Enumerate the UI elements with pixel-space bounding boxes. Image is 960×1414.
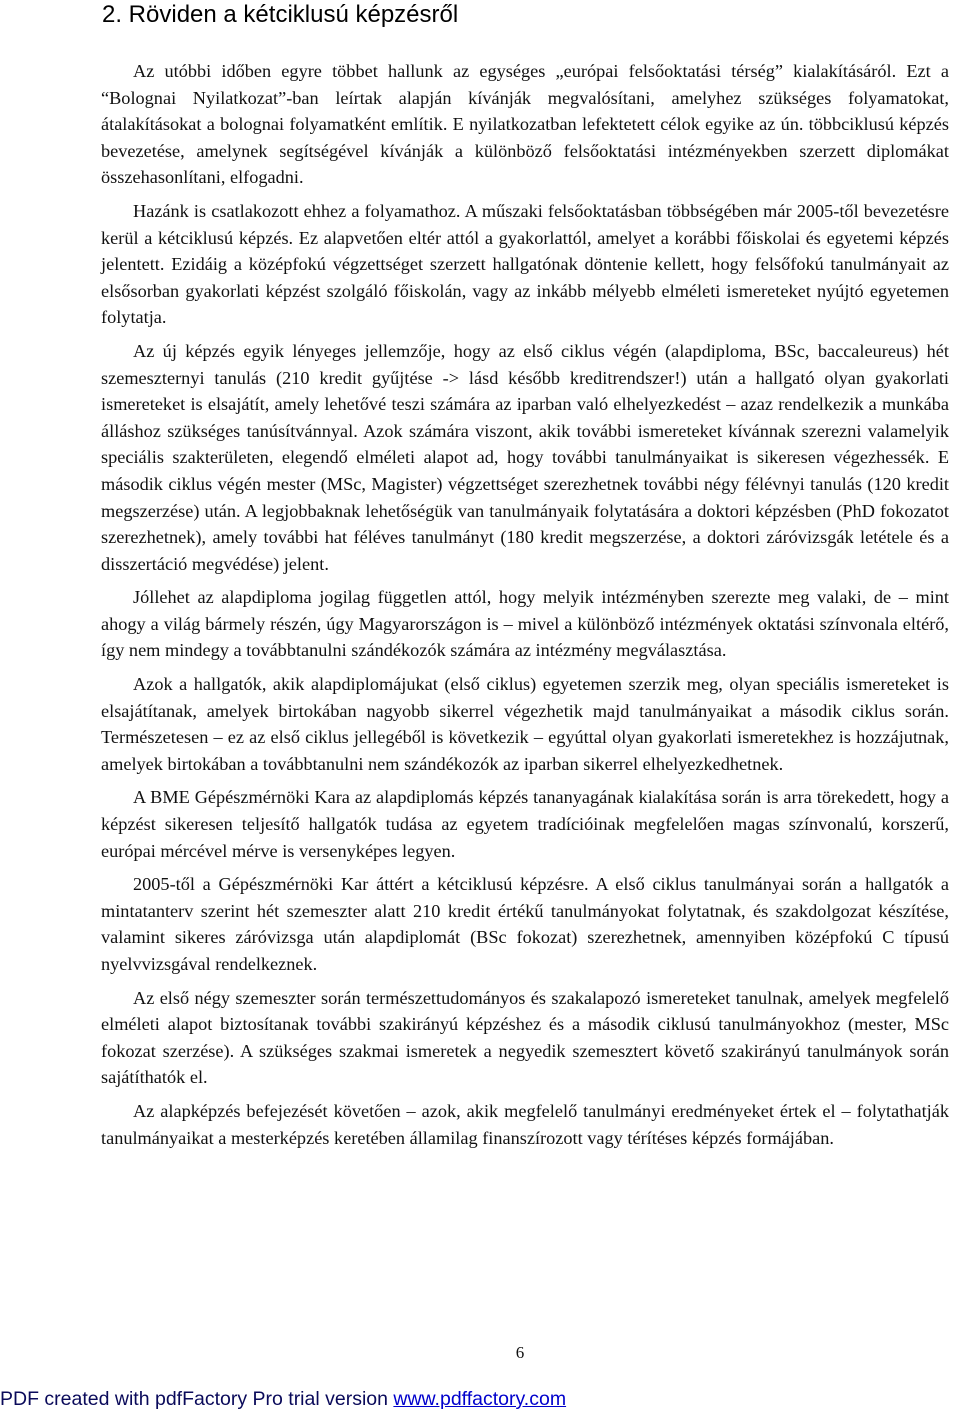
paragraph: Jóllehet az alapdiploma jogilag független attól, hogy melyik intézményben szerezte meg valaki, de – mint ahogy a világ bármely részén, úgy Magyarországon is – mivel a különböző intézmények oktatási színvonala eltérő, így nem mindegy a továbbtanulni szándékozók számára az intézmény megválasztása. (101, 587, 949, 661)
paragraph: Az új képzés egyik lényeges jellemzője, hogy az első ciklus végén (alapdiploma, BSc, baccaleureus) hét szemeszternyi tanulás (210 kredit gyűjtése -> lásd később kreditrendszer!) után a hallgató olyan gyakorlati ismereteket is elsajátít, amely lehetővé teszi számára az iparban való elhelyezkedést – azaz rendelkezik a munkába álláshoz szükséges tanúsítvánnyal. Azok számára viszont, akik további ismereteket kívánnak szerezni valamelyik speciális szakterületen, elegendő elméleti alapot ad, hogy további tanulmányaikat is sikeresen végezhessék. E második ciklus végén mester (MSc, Magister) végzettséget szerezhetnek további négy félévnyi tanulás (120 kredit megszerzése) után. A legjobbaknak lehetőségük van tanulmányaik folytatására a doktori képzésben (PhD fokozatot szerezhetnek), amely további hat féléves tanulmányt (180 kredit megszerzése, a doktori záróvizsgák letétele és a disszertáció megvédése) jelent. (101, 340, 949, 574)
paragraph: Az utóbbi időben egyre többet hallunk az egységes „európai felsőoktatási térség” kialakításáról. Ezt a “Bolognai Nyilatkozat”-ban leírtak alapján kívánják megvalósítani, amelyhez szükséges folyamatokat, átalakításokat a bolognai folyamatként említik. E nyilatkozatban lefektetett célok egyike az ún. többciklusú képzés bevezetése, amelynek segítségével kívánják a különböző felsőoktatási intézményekben szerzett diplomákat összehasonlítani, elfogadni. (101, 61, 949, 188)
body-text (101, 58, 949, 1158)
section-heading: 2. Röviden a kétciklusú képzésről (102, 1, 459, 28)
paragraph: A BME Gépészmérnöki Kara az alapdiplomás képzés tananyagának kialakítása során is arra törekedett, hogy a képzést sikeresen teljesítő hallgatók tudása az egyetem tradícióinak megfelelően magas színvonalú, korszerű, európai mércével mérve is versenyképes legyen. (101, 787, 949, 861)
page-number: 6 (515, 1343, 525, 1362)
paragraph: 2005-től a Gépészmérnöki Kar áttért a kétciklusú képzésre. A első ciklus tanulmányai során a hallgatók a mintatanterv szerint hét szemeszter alatt 210 kredit értékű tanulmányokat folytatnak, és szakdolgozat készítése, valamint sikeres záróvizsga után alapdiplomát (BSc fokozat) szerezhetnek, amennyiben középfokú C típusú nyelvvizsgával rendelkeznek. (101, 874, 949, 974)
paragraph: Hazánk is csatlakozott ehhez a folyamathoz. A műszaki felsőoktatásban többségében már 2005-től bevezetésre kerül a kétciklusú képzés. Ez alapvetően eltér attól a gyakorlattól, amelyet a korábbi főiskolai és egyetemi képzés jelentett. Ezidáig a középfokú végzettséget szerzett hallgatónak döntenie kellett, hogy felsőfokú tanulmányait az elsősorban gyakorlati képzést szolgáló főiskolán, vagy az inkább mélyebb elméleti ismereteket nyújtó egyetemen folytatja. (101, 200, 949, 328)
paragraph: Az alapképzés befejezését követően – azok, akik megfelelő tanulmányi eredményeket értek el – folytathatják tanulmányaikat a mesterképzés keretében államilag finanszírozott vagy térítéses képzés formájában. (101, 1100, 949, 1148)
footer-link[interactable]: www.pdffactory.com (393, 1388, 567, 1410)
paragraph: Az első négy szemeszter során természettudományos és szakalapozó ismereteket tanulnak, amelyek megfelelő elméleti alapot biztosítanak további szakirányú képzéshez és a második ciklusú tanulmányokhoz (mester, MSc fokozat szerzése). A szükséges szakmai ismeretek a negyedik szemesztert követő szakirányú tanulmányok során sajátíthatók el. (101, 987, 949, 1088)
pdf-footer (0, 1384, 566, 1414)
footer-text: PDF created with pdfFactory Pro trial version (0, 1388, 394, 1410)
paragraph: Azok a hallgatók, akik alapdiplomájukat (első ciklus) egyetemen szerzik meg, olyan speciális ismereteket is elsajátítanak, amelyek birtokában nagyobb sikerrel végezhetik majd tanulmányaikat a második ciklus során. Természetesen – ez az első ciklus jellegéből is következik – egyúttal olyan gyakorlati ismeretekhez is hozzájutnak, amelyek birtokában a továbbtanulni nem szándékozók az iparban sikerrel elhelyezkedhetnek. (101, 674, 949, 774)
